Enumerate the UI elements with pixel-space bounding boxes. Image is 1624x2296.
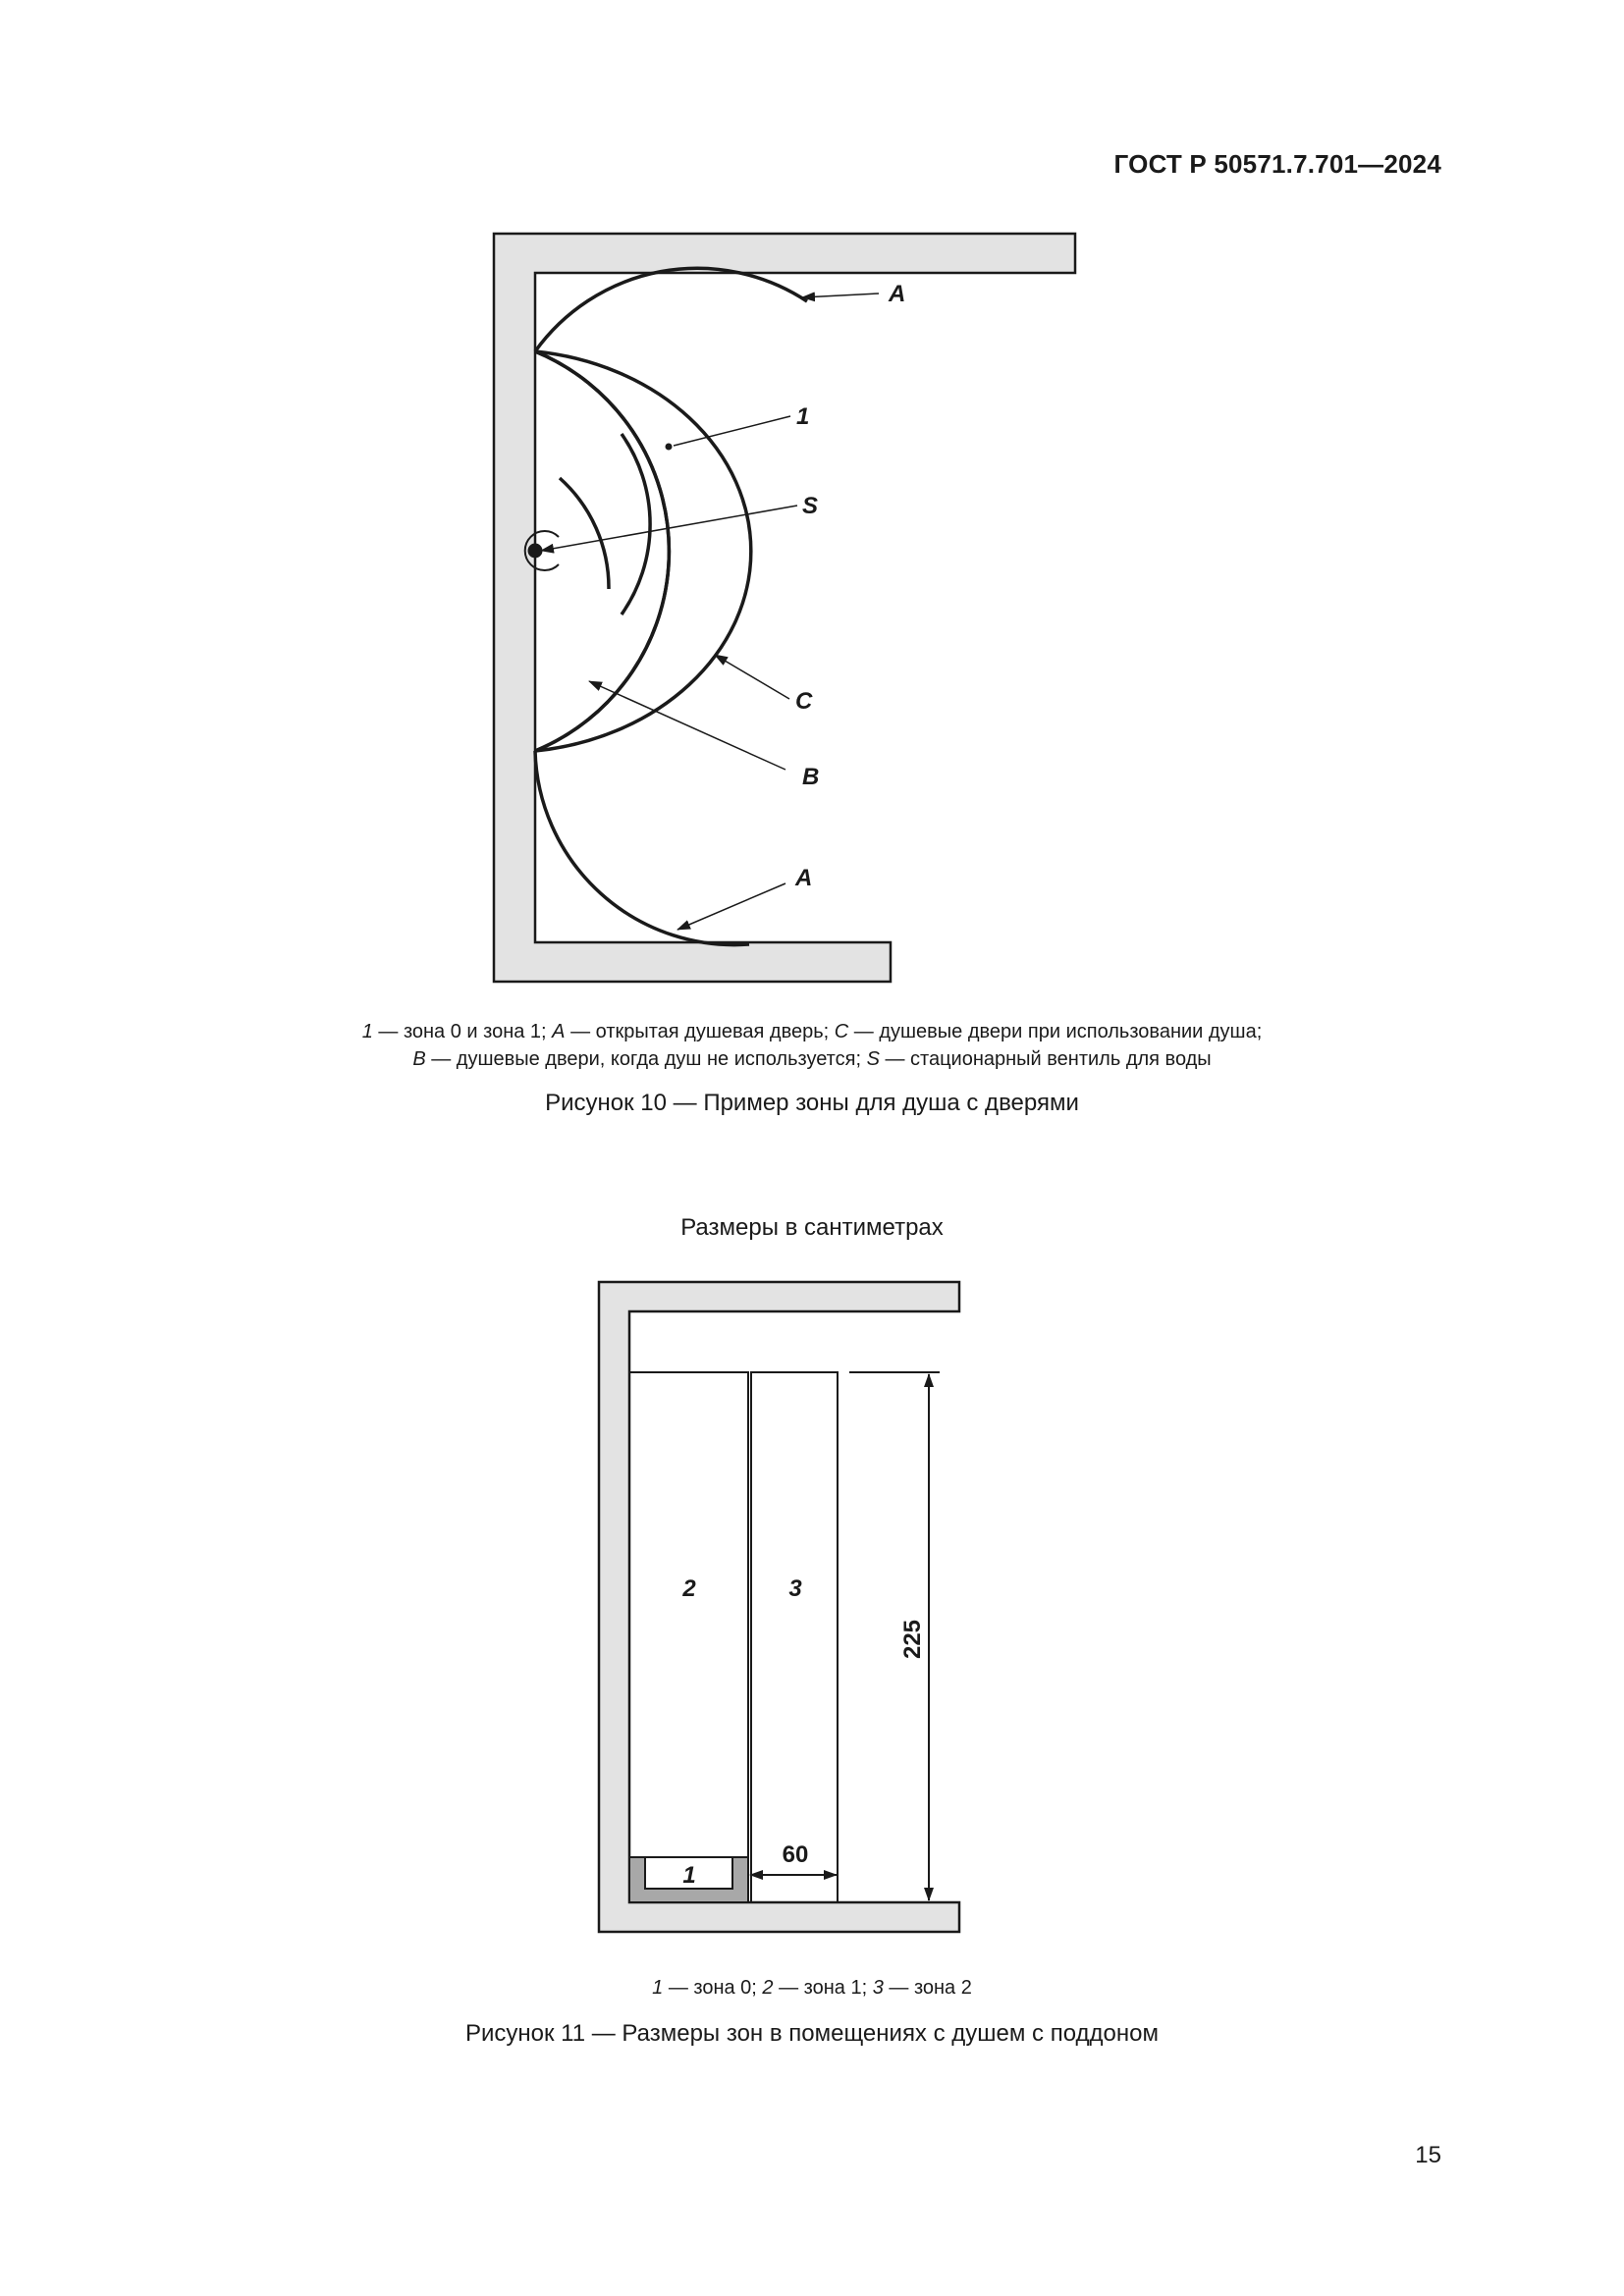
label-zone-0-area: 1	[682, 1862, 696, 1889]
figure-11-legend: 1 — зона 0; 2 — зона 1; 3 — зона 2	[652, 1977, 972, 1999]
zone-1-area	[629, 1372, 748, 1902]
door-arc-a-bottom	[535, 751, 749, 945]
standard-number: ГОСТ Р 50571.7.701—2024	[1113, 149, 1441, 179]
dim-height-value: 225	[899, 1619, 926, 1660]
label-zone-1: 1	[796, 403, 810, 430]
page-number: 15	[1415, 2142, 1441, 2168]
bathroom-wall	[599, 1282, 959, 1932]
leader-b	[589, 681, 785, 770]
leader-a-bottom	[677, 883, 785, 930]
figure-11-diagram	[0, 1247, 1624, 1973]
valve-icon	[528, 544, 543, 559]
figure-10-caption: Рисунок 10 — Пример зоны для душа с дверями	[545, 1090, 1079, 1116]
figure-10-legend	[0, 1018, 1624, 1073]
label-zone-2-area: 3	[788, 1575, 802, 1602]
label-a-top: A	[889, 281, 906, 307]
label-b: B	[802, 764, 820, 790]
zone-1-dot	[666, 444, 673, 451]
leader-c	[715, 655, 789, 699]
label-zone-1-area: 2	[682, 1575, 696, 1602]
figure-10-legend-line-1: 1 — зона 0 и зона 1; A — открытая душевая дверь; C — душевые двери при использовании душа;	[361, 1021, 1263, 1042]
door-arc-inner	[622, 434, 650, 614]
zone-2-area	[751, 1372, 838, 1902]
door-arc-c-outer	[535, 351, 751, 751]
shower-wall	[494, 234, 1075, 982]
label-c: C	[795, 688, 813, 715]
leader-a-top	[802, 294, 879, 297]
figure-11-caption: Рисунок 11 — Размеры зон в помещениях с душем с поддоном	[465, 2020, 1159, 2047]
arc-small	[560, 478, 609, 589]
label-a-bottom: A	[795, 865, 813, 891]
dimensions-note: Размеры в сантиметрах	[680, 1214, 944, 1241]
figure-10-diagram	[0, 0, 1624, 1021]
figure-10-legend-line-2: B — душевые двери, когда душ не используется; S — стационарный вентиль для воды	[412, 1048, 1212, 1070]
dim-width-value: 60	[782, 1842, 809, 1868]
door-arc-a-top	[535, 268, 807, 351]
label-s: S	[802, 493, 819, 519]
